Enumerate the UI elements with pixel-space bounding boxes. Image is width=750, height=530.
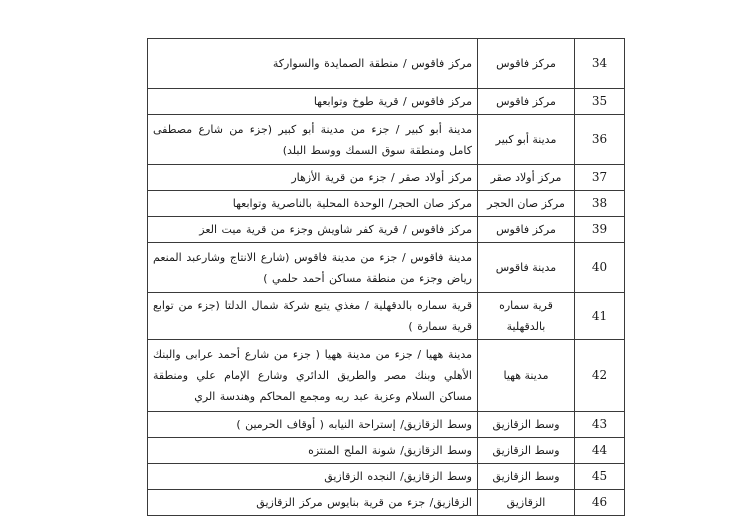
- row-description: الزقازيق/ جزء من قرية بنايوس مركز الزقازيق: [148, 490, 478, 516]
- row-number: 36: [575, 115, 625, 165]
- row-description: وسط الزقازيق/ إستراحة النيابه ( أوقاف الحرمين ): [148, 412, 478, 438]
- table-row: [148, 438, 625, 464]
- row-number: 40: [575, 243, 625, 293]
- row-area: مركز أولاد صقر: [478, 165, 575, 191]
- table-row: [148, 293, 625, 340]
- row-area: مركز فاقوس: [478, 39, 575, 89]
- row-number: 35: [575, 89, 625, 115]
- row-description: مركز فاقوس / قرية طوخ وتوابعها: [148, 89, 478, 115]
- row-area: مدينة ههيا: [478, 340, 575, 412]
- row-description: مركز فاقوس / منطقة الصمايدة والسواركة: [148, 39, 478, 89]
- table-row: [148, 464, 625, 490]
- outage-zones-table: [147, 38, 625, 516]
- table-row: [148, 89, 625, 115]
- row-area: وسط الزقازيق: [478, 438, 575, 464]
- row-area: مركز فاقوس: [478, 89, 575, 115]
- row-number: 41: [575, 293, 625, 340]
- row-number: 39: [575, 217, 625, 243]
- row-number: 37: [575, 165, 625, 191]
- row-number: 43: [575, 412, 625, 438]
- table-row: [148, 490, 625, 516]
- table-row: [148, 191, 625, 217]
- row-description: مركز أولاد صقر / جزء من قرية الأزهار: [148, 165, 478, 191]
- row-description: مدينة أبو كبير / جزء من مدينة أبو كبير (جزء من شارع مصطفى كامل ومنطقة سوق السمك ووسط البلد): [148, 115, 478, 165]
- row-area: قرية سماره بالدقهلية: [478, 293, 575, 340]
- row-area: مدينة أبو كبير: [478, 115, 575, 165]
- row-description: وسط الزقازيق/ شونة الملح المنتزه: [148, 438, 478, 464]
- row-number: 45: [575, 464, 625, 490]
- row-description: مدينة فاقوس / جزء من مدينة فاقوس (شارع الانتاج وشارعبد المنعم رياض وجزء من منطقة مساكن أحمد حلمي ): [148, 243, 478, 293]
- row-number: 38: [575, 191, 625, 217]
- row-area: وسط الزقازيق: [478, 464, 575, 490]
- row-number: 46: [575, 490, 625, 516]
- table-row: [148, 39, 625, 89]
- table-row: [148, 243, 625, 293]
- row-area: الزقازيق: [478, 490, 575, 516]
- row-description: قرية سماره بالدقهلية / مغذي يتبع شركة شمال الدلتا (جزء من توابع قرية سمارة ): [148, 293, 478, 340]
- table-row: [148, 217, 625, 243]
- row-number: 42: [575, 340, 625, 412]
- row-description: مركز صان الحجر/ الوحدة المحلية بالناصرية وتوابعها: [148, 191, 478, 217]
- row-area: مركز صان الحجر: [478, 191, 575, 217]
- table-row: [148, 340, 625, 412]
- row-area: مركز فاقوس: [478, 217, 575, 243]
- row-description: وسط الزقازيق/ النجده الزقازيق: [148, 464, 478, 490]
- table-row: [148, 165, 625, 191]
- table-row: [148, 115, 625, 165]
- row-area: مدينة فاقوس: [478, 243, 575, 293]
- row-area: وسط الزقازيق: [478, 412, 575, 438]
- row-number: 44: [575, 438, 625, 464]
- row-description: مركز فاقوس / قرية كفر شاويش وجزء من قرية ميت العز: [148, 217, 478, 243]
- row-description: مدينة ههيا / جزء من مدينة ههيا ( جزء من شارع أحمد عرابى والبنك الأهلي وبنك مصر والطريق الدائري وشارع الإمام علي ومنطقة مساكن السلام وعزبة عبد ربه ومجمع المحاكم وهندسة الري: [148, 340, 478, 412]
- row-number: 34: [575, 39, 625, 89]
- table-row: [148, 412, 625, 438]
